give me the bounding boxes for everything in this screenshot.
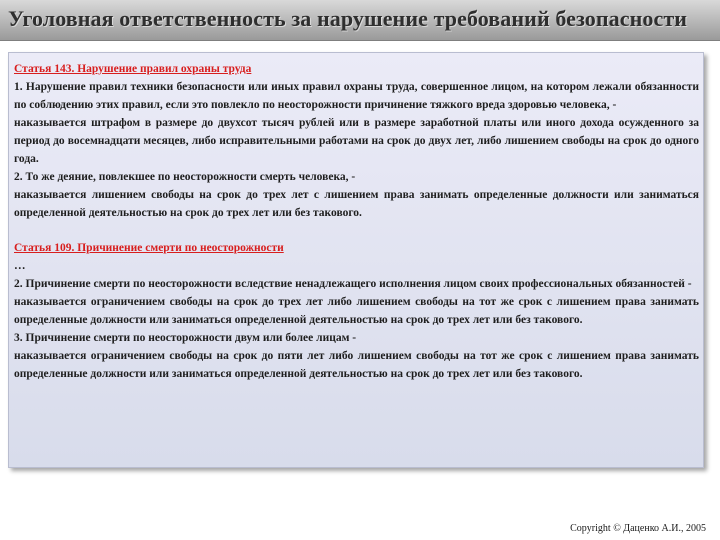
article-143-paragraph-1: 1. Нарушение правил техники безопасности или иных правил охраны труда, совершенное лицом, на котором лежали обязанности по соблюдению этих правил, если это повлекло по неосторожности причинение тяжкого вреда здоровью человека, -	[14, 81, 699, 111]
page-title: Уголовная ответственность за нарушение требований безопасности	[8, 6, 688, 31]
article-109-paragraph-4: 3. Причинение смерти по неосторожности двум или более лицам -	[14, 332, 357, 344]
article-109-title: Статья 109. Причинение смерти по неосторожности	[14, 242, 284, 254]
article-109-paragraph-3: наказывается ограничением свободы на срок до трех лет либо лишением свободы на тот же срок с лишением права занимать определенные должности или заниматься определенной деятельностью на срок до трех лет или без такового.	[14, 296, 699, 326]
content-box	[8, 52, 704, 468]
article-109-paragraph-2: 2. Причинение смерти по неосторожности вследствие ненадлежащего исполнения лицом своих профессиональных обязанностей -	[14, 278, 692, 290]
article-143-paragraph-2: наказывается штрафом в размере до двухсот тысяч рублей или в размере заработной платы или иного дохода осужденного за период до восемнадцати месяцев, либо исправительными работами на срок до двух лет, либо лишением свободы на срок до одного года.	[14, 117, 699, 165]
article-143	[14, 60, 699, 222]
article-109	[14, 239, 699, 383]
copyright-notice: Copyright © Даценко А.И., 2005	[570, 523, 706, 534]
article-109-paragraph-5: наказывается ограничением свободы на срок до пяти лет либо лишением свободы на тот же срок с лишением права занимать определенные должности или заниматься определенной деятельностью на срок до трех лет или без такового.	[14, 350, 699, 380]
article-143-paragraph-3: 2. То же деяние, повлекшее по неосторожности смерть человека, -	[14, 171, 356, 183]
article-143-paragraph-4: наказывается лишением свободы на срок до трех лет с лишением права занимать определенные должности или заниматься определенной деятельностью на срок до трех лет или без такового.	[14, 189, 699, 219]
title-bar	[0, 0, 720, 41]
article-143-title: Статья 143. Нарушение правил охраны труда	[14, 63, 252, 75]
article-109-paragraph-1: …	[14, 260, 26, 272]
